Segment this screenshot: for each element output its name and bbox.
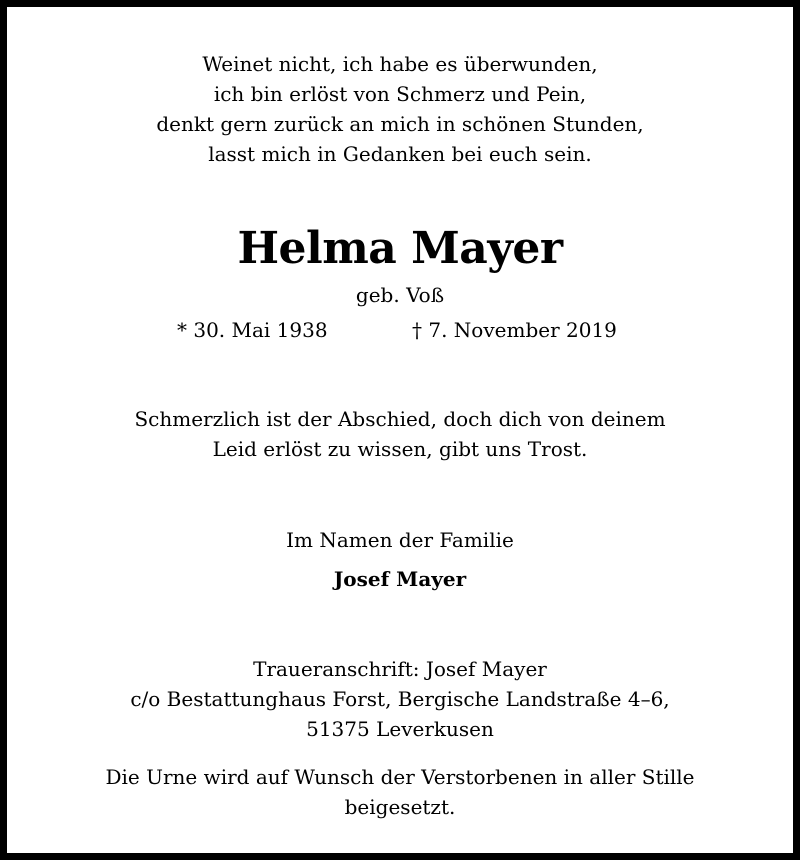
maiden-name: geb. Voß	[355, 283, 445, 307]
birth-date: * 30. Mai 1938	[177, 318, 328, 342]
address-line: 51375 Leverkusen	[306, 717, 494, 741]
comfort-line: Leid erlöst zu wissen, gibt uns Trost.	[212, 437, 588, 461]
comfort-line: Schmerzlich ist der Abschied, doch dich von deinem	[134, 407, 666, 431]
deceased-name: Helma Mayer	[237, 223, 563, 274]
poem-line: denkt gern zurück an mich in schönen Stunden,	[156, 112, 644, 136]
poem-line: ich bin erlöst von Schmerz und Pein,	[213, 82, 587, 106]
poem-verse	[7, 49, 793, 169]
address-line: c/o Bestattunghaus Forst, Bergische Landstraße 4–6,	[130, 687, 670, 711]
urn-notice	[7, 762, 793, 822]
poem-line: Weinet nicht, ich habe es überwunden,	[202, 52, 598, 76]
urn-line: beigesetzt.	[344, 795, 456, 819]
mourning-address	[7, 654, 793, 744]
death-date: † 7. November 2019	[412, 318, 617, 342]
comfort-text	[7, 404, 793, 464]
urn-line: Die Urne wird auf Wunsch der Verstorbenen in aller Stille	[105, 765, 695, 789]
family-intro: Im Namen der Familie	[286, 528, 514, 552]
poem-line: lasst mich in Gedanken bei euch sein.	[208, 142, 592, 166]
life-dates	[7, 315, 793, 345]
signer-name: Josef Mayer	[333, 567, 467, 591]
address-line: Traueranschrift: Josef Mayer	[253, 657, 547, 681]
